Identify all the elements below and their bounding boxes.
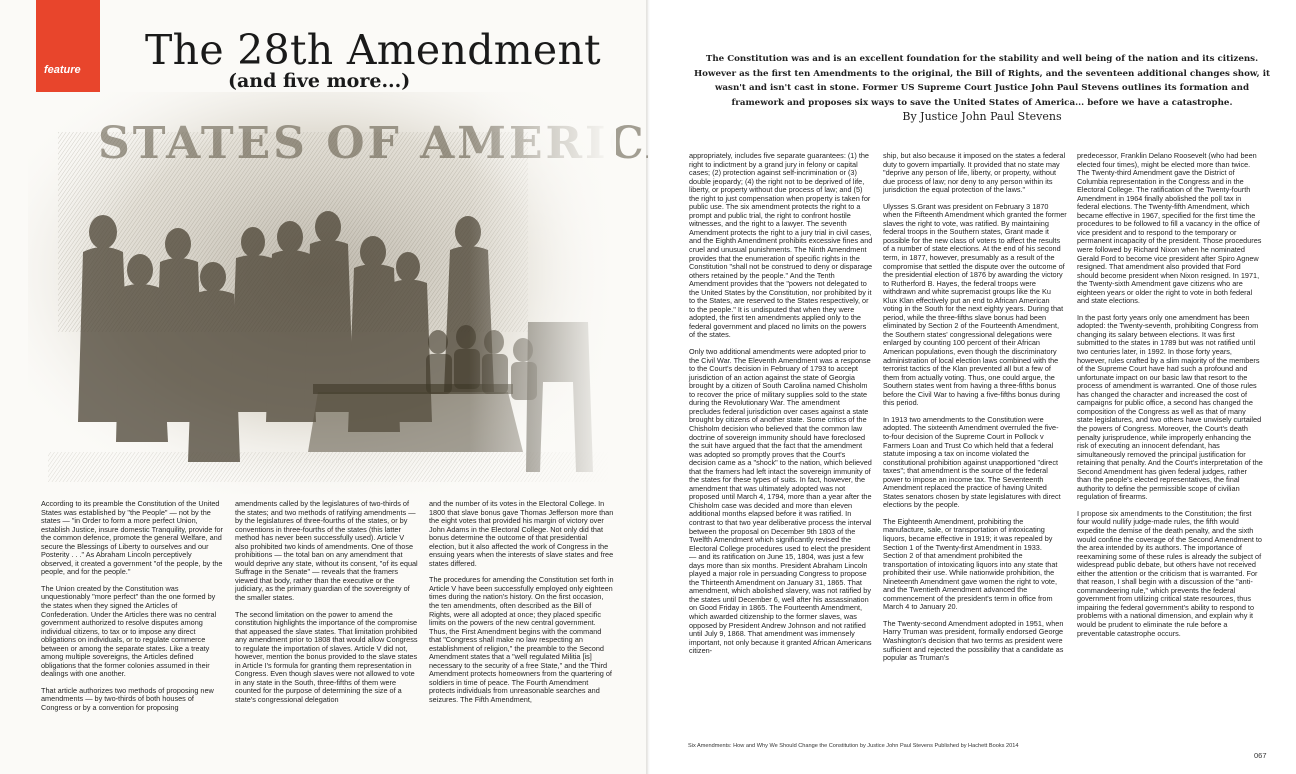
author-byline: By Justice John Paul Stevens bbox=[902, 110, 1062, 123]
paragraph: Only two additional amendments were adopted prior to the Civil War. The Eleventh Amendment was a response to the Court's decision in February of 1793 to accept jurisdiction of an action against the state of Georgia brought by a citizen of South Carolina named Chisholm to recover the price of military supplies sold to the state during the Revolutionary War. The amendment precludes federal jurisdiction over cases against a state brought by citizens of another state. Some critics of the Chisholm decision who believed that the common law doctrine of sovereign immunity should have foreclosed the suit have argued that the fact that the amendment was adopted so promptly proves that the Court's decision came as a "shock" to the nation, which believed that the framers had left intact the sovereign immunity of the states for these types of suits. In fact, however, the amendment that was ultimately adopted was not proposed until March 4, 1794, more than a year after the Chisholm case was decided and more than eleven additional months elapsed before it was ratified. In contrast to that two year deliberative process the interval between the proposal on December 9th 1803 of the Twelfth Amendment which significantly revised the Electoral College procedures used to elect the president — and its ratification on June 15, 1804, was just a few days more than six months. President Abraham Lincoln played a major role in persuading Congress to propose the Thirteenth Amendment on January 31, 1865. That amendment, which abolished slavery, was not ratified by the states until December 6, well after his assassination on Good Friday in 1865. The Fourteenth Amendment, which awarded citizenship to the former slaves, was opposed by President Andrew Johnson and not ratified until July 9, 1868. That amendment was immensely important, not only because it granted African Americans citizen- bbox=[689, 347, 872, 656]
right-page bbox=[648, 0, 1296, 774]
paragraph: According to its preamble the Constitution of the United States was established by "the People" — not by the states — "in Order to form a more perfect Union, establish Justice, insure domestic Tranquility, provide for the common defence, promote the general Welfare, and secure the Blessings of Liberty to ourselves and our Posterity . . ." As Abraham Lincoln perceptively observed, it created a government "of the people, by the people, and for the people." bbox=[41, 499, 223, 577]
paragraph: In 1913 two amendments to the Constitution were adopted. The sixteenth Amendment overruled the five-to-four decision of the Supreme Court in Pollock v Farmers Loan and Trust Co which held that a federal statute imposing a tax on income violated the constitutional prohibition against unapportioned "direct taxes"; that amendment is the source of the federal power to impose an income tax. The Seventeenth Amendment replaced the practice of having United States senators chosen by state legislatures with direct elections by the people. bbox=[883, 414, 1061, 510]
declaration-engraving bbox=[28, 92, 616, 494]
section-tab bbox=[36, 0, 100, 92]
paragraph: The Union created by the Constitution was unquestionably "more perfect" than the one formed by the states when they signed the Articles of Confederation. Under the Articles there was no central government authorized to resolve disputes among individual citizens, to tax or to impose any direct obligations on individuals, or to regulate commerce between or among the separate states. Like a treaty among multiple sovereigns, the Articles defined obligations that the former colonies assumed in their dealings with one another. bbox=[41, 583, 217, 679]
paragraph: and the number of its votes in the Electoral College. In 1800 that slave bonus gave Thomas Jefferson more than the eight votes that provided his margin of victory over John Adams in the Electoral College. Not only did that bonus determine the outcome of that presidential election, but it also affected the work of Congress in the ensuing years when the interests of slave states and free states differed. bbox=[429, 499, 614, 568]
paragraph: The second limitation on the power to amend the constitution highlights the importance of the compromise that appeased the slave states. That limitation prohibited any amendment prior to 1808 that would allow Congress to regulate the importation of slaves. Article V did not, however, mention the bonus provided to the slave states in Article I's formula for granting them representation in Congress. Even though slaves were not allowed to vote in any state in the South, three-fifths of them were counted for the purpose of determining the size of a state's congressional delegation bbox=[235, 609, 418, 705]
article-column-4 bbox=[689, 152, 873, 742]
article-intro: The Constitution was and is an excellent foundation for the stability and well being of the nation and its citizens. However as the first ten Amendments to the original, the Bill of Rights, and the seventeen additional changes show, it wasn't and isn't cast in stone. Former US Supreme Court Justice John Paul Stevens outlines its formation and framework and proposes six ways to save the United States of America... before we have a catastrophe. bbox=[693, 54, 1271, 108]
paragraph: appropriately, includes five separate guarantees: (1) the right to indictment by a grand jury in felony or capital cases; (2) protection against self-incrimination or (3) double jeopardy; (4) the right not to be deprived of life, liberty, or property without due process of law; and (5) the right to just compensation when property is taken for public use. The six amendment protects the right to a prompt and public trial, the right to confront hostile witnesses, and the right to a lawyer. The seventh Amendment protects the right to a jury trial in civil cases, and the Eighth Amendment prohibits excessive fines and cruel and unusual punishments. The Ninth Amendment provides that the enumeration of specific rights in the Constitution "shall not be construed to deny or disparage others retained by the people." And the Tenth Amendment provides that the "powers not delegated to the United States by the Constitution, nor prohibited by it to the States, are reserved to the States respectively, or to the people." It is undisputed that when they were adopted, the first ten amendments applied only to the federal government and placed no limits on the powers of the states. bbox=[689, 151, 873, 340]
article-column-6 bbox=[1077, 152, 1263, 742]
section-tab-label: feature bbox=[44, 64, 81, 76]
paragraph: Ulysses S.Grant was president on February 3 1870 when the Fifteenth Amendment which granted the former slaves the right to vote, was ratified. By maintaining federal troops in the Southern states, Grant made it possible for the new class of voters to affect the results of a number of state elections. At the end of his second term, in 1877, however, presumably as a result of the compromise that settled the dispute over the outcome of the presidential election of 1876 by awarding the victory to Rutherford B. Hayes, the federal troops were withdrawn and white supremacist groups like the Ku Klux Klan effectively put an end to African American voting in the South for the next eighty years. During that period, while the three-fifths slave bonus had been eliminated by Section 2 of the Fourteenth Amendment, the Southern states' congressional delegations were enlarged by counting 100 percent of their African American populations, even though the discriminatory administration of local election laws combined with the terrorist tactics of the Klan prevented all but a few of them from actually voting. Thus, one could argue, the Southern states went from having a three-fifths bonus before the Civil War to having a five-fifths bonus during this period. bbox=[883, 201, 1067, 408]
article-column-3 bbox=[429, 500, 615, 746]
paragraph: The procedures for amending the Constitution set forth in Article V have been successfully employed only eighteen times during the nation's history. On the first occasion, the ten amendments, often described as the Bill of Rights, were all adopted at once; they placed specific limits on the powers of the new central government. Thus, the First Amendment begins with the command that "Congress shall make no law respecting an establishment of religion," the preamble to the Second Amendment states that a "well regulated Militia [is] necessary to the security of a free State," and the Third Amendment protects homeowners from the quartering of soldiers in time of peace. The Fourth Amendment protects individuals from unreasonable searches and seizures. The Fifth Amendment, bbox=[429, 575, 614, 705]
spine-gutter bbox=[646, 0, 650, 774]
paragraph: predecessor, Franklin Delano Roosevelt (who had been elected four times), might be elected more than twice. The Twenty-third Amendment gave the District of Columbia representation in the Congress and in the Electoral College. The ratification of the Twenty-fourth Amendment in 1964 finally abolished the poll tax in federal elections. The Twenty-fifth Amendment, which became effective in 1967, specified for the first time the procedures to be followed to fill a vacancy in the office of vice president and to respond to the temporary or permanent incapacity of the president. Those procedures were followed by Richard Nixon when he nominated Gerald Ford to become vice president after Spiro Agnew resigned. That amendment also provided that Ford should become president when Nixon resigned. In 1971, the Twenty-sixth Amendment gave citizens who are eighteen years or older the right to vote in both federal and state elections. bbox=[1077, 151, 1262, 306]
paragraph: amendments called by the legislatures of two-thirds of the states; and two methods of ratifying amendments — by the legislatures of three-fourths of the states, or by conventions in three-fourths of the states (this latter method has never been successfully used). Article V also prohibited two kinds of amendments. One of those prohibitions — the total ban on any amendment that would deprive any state, without its consent, "of its equal Suffrage in the Senate" — reveals that the framers viewed that body, rather than the executive or the judiciary, as the primary guardian of the sovereignty of the smaller states. bbox=[235, 499, 418, 603]
paragraph: That article authorizes two methods of proposing new amendments — by two-thirds of both houses of Congress or by a convention for proposing bbox=[41, 685, 214, 713]
paragraph: The Twenty-second Amendment adopted in 1951, when Harry Truman was president, formally endorsed George Washington's decision that two terms as president were sufficient and rejected the possibility that a candidate as popular as Truman's bbox=[883, 618, 1064, 663]
page-number: 067 bbox=[1254, 751, 1267, 760]
article-column-2 bbox=[235, 500, 419, 746]
article-column-1 bbox=[41, 500, 225, 746]
paragraph: The Eighteenth Amendment, prohibiting the manufacture, sale, or transportation of intoxicating liquors, became effective in 1919; it was repealed by Section 1 of the Twenty-first Amendment in 1933. Section 2 of that amendment prohibited the transportation of intoxicating liquors into any state that prohibited their use. While nationwide prohibition, the Nineteenth Amendment gave women the right to vote, and the Twentieth Amendment advanced the commencement of the president's term in office from March 4 to January 20. bbox=[883, 516, 1058, 612]
article-column-5 bbox=[883, 152, 1067, 742]
paragraph: ship, but also because it imposed on the states a federal duty to govern impartially. It provided that no state may "deprive any person of life, liberty, or property, without due process of law; nor deny to any person within its jurisdiction the equal protection of the laws." bbox=[883, 151, 1066, 195]
article-subtitle: (and five more...) bbox=[228, 70, 411, 92]
paragraph: In the past forty years only one amendment has been adopted: the Twenty-seventh, prohibiting Congress from changing its salary between elections. It was first submitted to the states in 1789 but was not ratified until two centuries later, in 1992. In those forty years, however, rules crafted by a slim majority of the members of the Supreme Court have had such a profound and unfortunate impact on our basic law that resort to the process of amendment is warranted. One of those rules has changed the character and increased the cost of campaigns for public office, a second has changed the composition of the Congress as well as that of many state legislatures, and two others have unwisely curtailed the powers of Congress. Moreover, the Court's death penalty jurisprudence, while improperly enhancing the risk of executing an innocent defendant, has simultaneously removed the principal justification for retaining that penalty. And the Court's interpretation of the Second Amendment has given federal judges, rather than the people's elected representatives, the final authority to define the permissible scope of civilian regulation of firearms. bbox=[1077, 312, 1263, 502]
paragraph: I propose six amendments to the Constitution; the first four would nullify judge-made rules, the fifth would expedite the demise of the death penalty, and the sixth would confine the coverage of the Second Amendment to the area intended by its authors. The importance of reexamining some of these rules is already the subject of widespread public debate, but others have not received either the attention or the criticism that is warranted. For that reason, I shall begin with a discussion of the "anti-commandeering rule," which prevents the federal government from utilizing critical state resources, thus impairing the federal government's ability to respond to problems with a national dimension, and explain why it would be prudent to eliminate the rule before a preventable catastrophe occurs. bbox=[1077, 508, 1262, 638]
article-title: The 28th Amendment bbox=[145, 26, 601, 74]
book-source-footnote: Six Amendments: How and Why We Should Change the Constitution by Justice John Paul Stevens Published by Hachett Books 2014 bbox=[688, 743, 1019, 749]
